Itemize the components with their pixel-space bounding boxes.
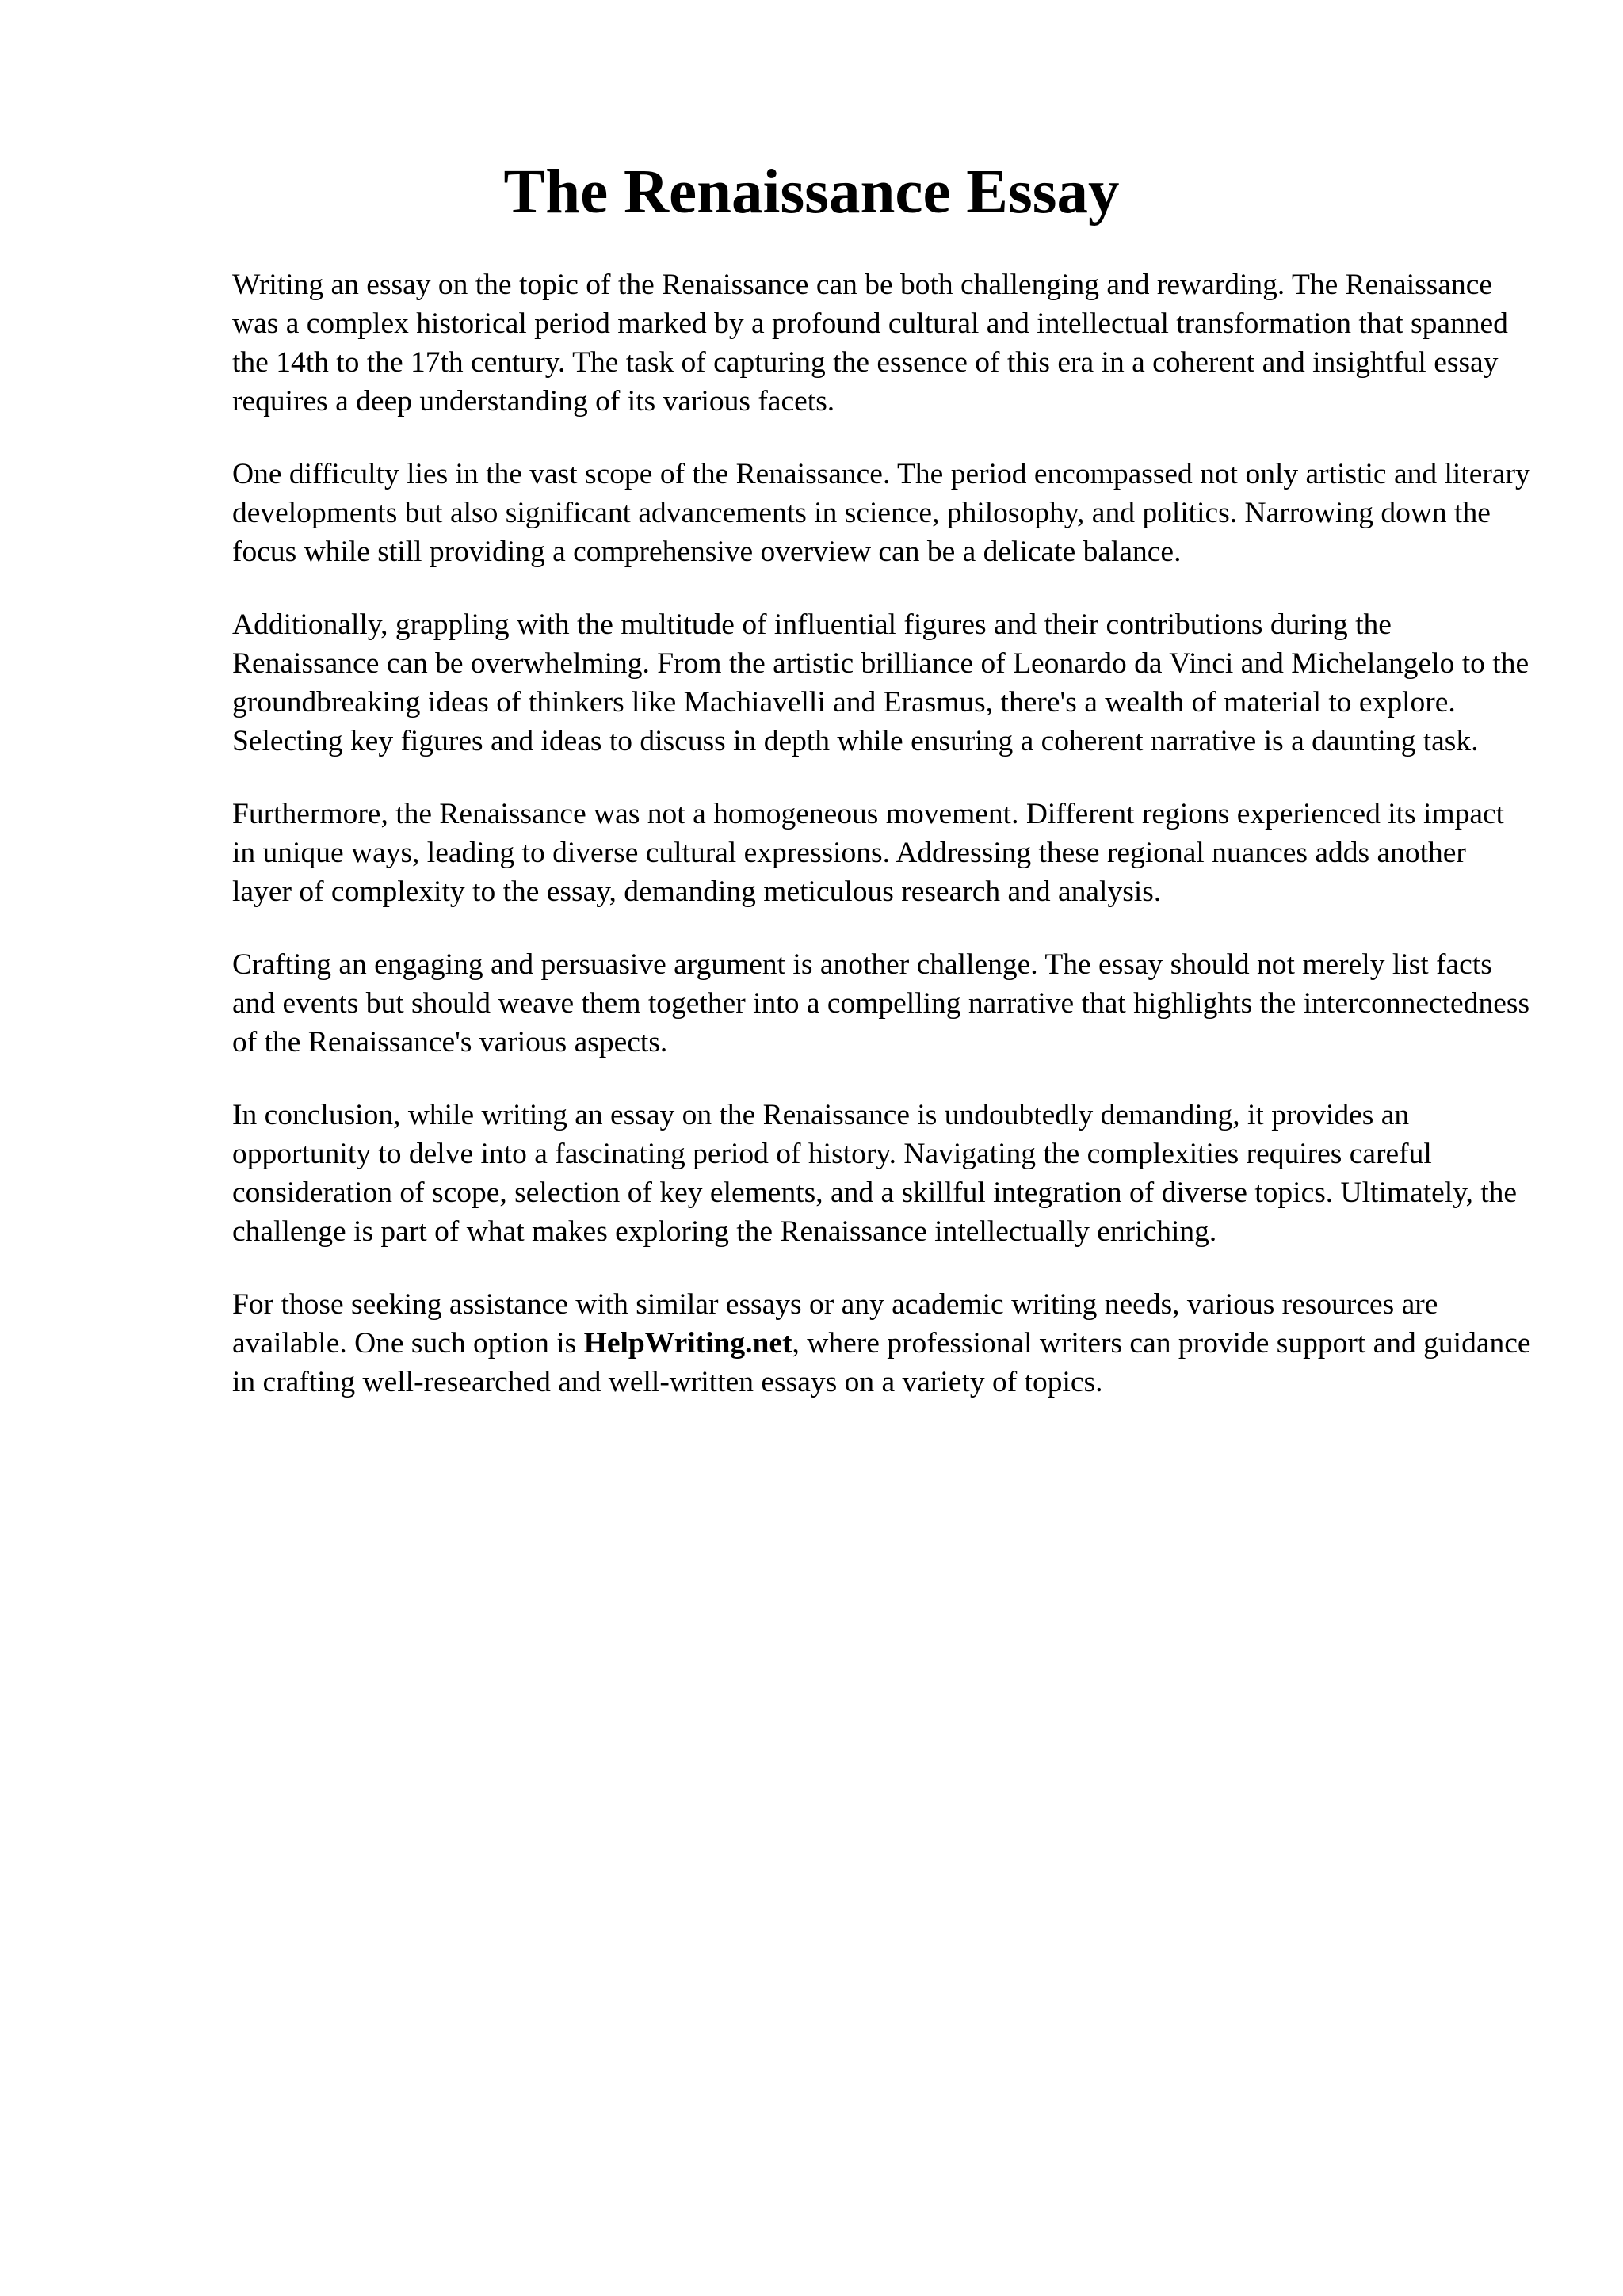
essay-body [232, 265, 1532, 1436]
helpwriting-link[interactable]: HelpWriting.net [583, 1327, 792, 1360]
closing-text-before: For those seeking assistance with similar essays or any academic writing needs, various resources are available. One such option is [232, 1288, 1438, 1360]
paragraph-figures: Additionally, grappling with the multitude of influential figures and their contributions during the Renaissance can be overwhelming. From the artistic brilliance of Leonardo da Vinci and Michelangelo to the groundbreaking ideas of thinkers like Machiavelli and Erasmus, there's a wealth of material to explore. Selecting key figures and ideas to discuss in depth while ensuring a coherent narrative is a daunting task. [232, 608, 1529, 757]
paragraph-argument: Crafting an engaging and persuasive argument is another challenge. The essay should not merely list facts and events but should weave them together into a compelling narrative that highlights the interconnectedness of the Renaissance's various aspects. [232, 948, 1530, 1058]
page-title: The Renaissance Essay [503, 158, 1120, 227]
closing-text-after: , where professional writers can provide support and guidance in crafting well-researched and well-written essays on a variety of topics. [232, 1327, 1531, 1398]
paragraph-scope: One difficulty lies in the vast scope of the Renaissance. The period encompassed not only artistic and literary developments but also significant advancements in science, philosophy, and politics. Narrowing down the focus while still providing a comprehensive overview can be a delicate balance. [232, 458, 1530, 568]
paragraph-regions: Furthermore, the Renaissance was not a homogeneous movement. Different regions experienced its impact in unique ways, leading to diverse cultural expressions. Addressing these regional nuances adds another layer of complexity to the essay, demanding meticulous research and analysis. [232, 798, 1505, 908]
paragraph-intro: Writing an essay on the topic of the Renaissance can be both challenging and rewarding. The Renaissance was a complex historical period marked by a profound cultural and intellectual transformation that spanned the 14th to the 17th century. The task of capturing the essence of this era in a coherent and insightful essay requires a deep understanding of its various facets. [232, 269, 1508, 418]
paragraph-closing [232, 1285, 1532, 1402]
paragraph-conclusion: In conclusion, while writing an essay on the Renaissance is undoubtedly demanding, it provides an opportunity to delve into a fascinating period of history. Navigating the complexities requires careful consideration of scope, selection of key elements, and a skillful integration of diverse topics. Ultimately, the challenge is part of what makes exploring the Renaissance intellectually enriching. [232, 1099, 1518, 1248]
